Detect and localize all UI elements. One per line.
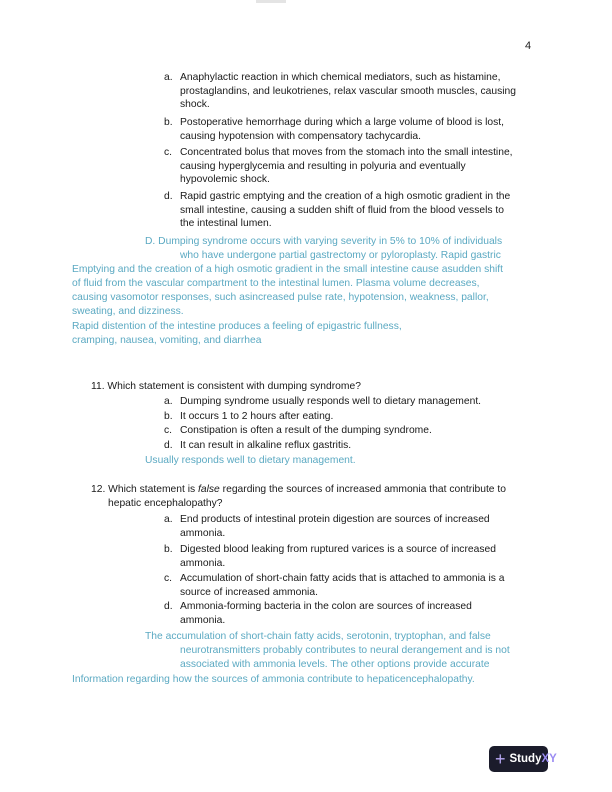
q11-option-c: c. Constipation is often a result of the dumping syndrome. — [164, 425, 432, 436]
q12-option-b: b. Digested blood leaking from ruptured varices is a source of increased ammonia. — [164, 544, 496, 569]
q10-option-b: b. Postoperative hemorrhage during which a large volume of blood is lost, causing hypotension with compensatory tachycardia. — [164, 117, 504, 142]
q10-option-a: a. Anaphylactic reaction in which chemical mediators, such as histamine, prostaglandins, and leukotrienes, relax vascular smooth muscles, causing shock. — [164, 72, 516, 111]
q11-option-d: d. It can result in alkaline reflux gastritis. — [164, 440, 352, 451]
q12-option-d: d. Ammonia-forming bacteria in the colon are sources of increased ammonia. — [164, 601, 472, 626]
q11-option-a: a. Dumping syndrome usually responds well to dietary management. — [164, 396, 482, 407]
badge-text-xy: XY — [541, 753, 557, 765]
q11-answer: Usually responds well to dietary management. — [145, 455, 356, 466]
q12-stem: 12. Which statement is false regarding the sources of increased ammonia that contribute to — [91, 484, 506, 495]
page-number: 4 — [525, 40, 532, 52]
q10-option-d: d. Rapid gastric emptying and the creation of a high osmotic gradient in the small intestine, causing a sudden shift of fluid from the blood vessels to the intestinal lumen. — [164, 191, 511, 230]
plus-icon: + — [495, 749, 506, 769]
q12-option-c: c. Accumulation of short-chain fatty acids that is attached to ammonia is a source of increased ammonia. — [164, 573, 505, 598]
q11-option-b: b. It occurs 1 to 2 hours after eating. — [164, 411, 334, 422]
q10-option-c: c. Concentrated bolus that moves from the stomach into the small intestine, causing hyperglycemia and resulting in polyuria and eventually hypovolemic shock. — [164, 147, 513, 186]
top-edge-mark — [256, 0, 286, 3]
q12-stem-line2: hepatic encephalopathy? — [108, 498, 223, 509]
q12-option-a: a. End products of intestinal protein digestion are sources of increased ammonia. — [164, 514, 490, 539]
badge-text-study: Study — [509, 753, 542, 765]
q11-stem: 11. Which statement is consistent with dumping syndrome? — [91, 381, 361, 392]
studyxy-badge[interactable] — [489, 746, 557, 772]
